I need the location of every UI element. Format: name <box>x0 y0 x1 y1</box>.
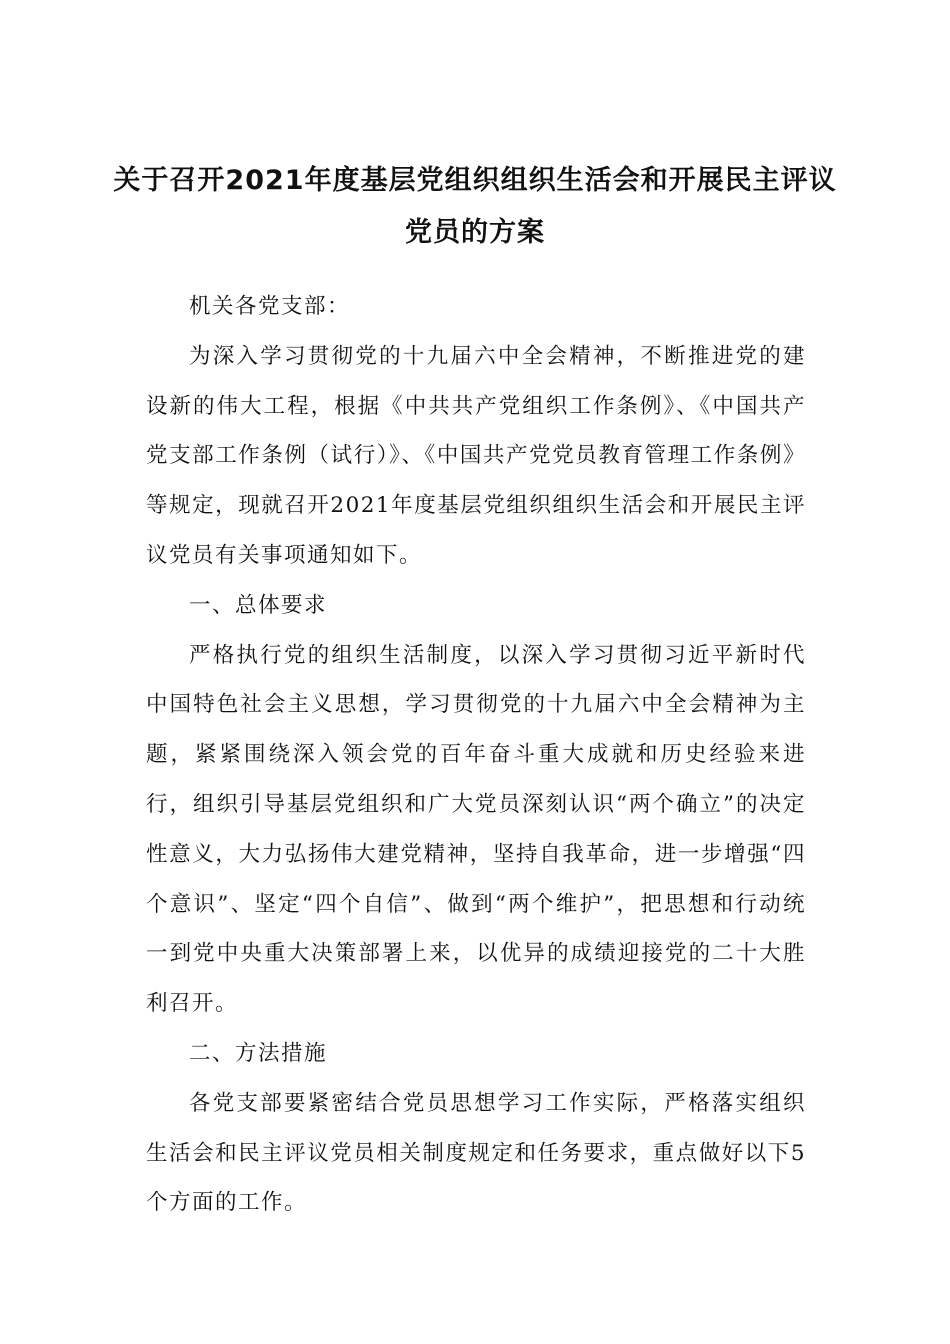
document-title-line1: 关于召开2021年度基层党组织组织生活会和开展民主评议 <box>113 165 837 196</box>
section2-heading: 二、方法措施 <box>189 1040 328 1066</box>
document-title-line2: 党员的方案 <box>405 217 545 248</box>
section2-paragraph: 各党支部要紧密结合党员思想学习工作实际，严格落实组织生活会和民主评议党员相关制度规定和任务要求，重点做好以下5个方面的工作。 <box>146 1090 806 1216</box>
intro-paragraph: 为深入学习贯彻党的十九届六中全会精神，不断推进党的建设新的伟大工程，根据《中共共产党组织工作条例》、《中国共产党支部工作条例（试行）》、《中国共产党党员教育管理工作条例》等规定，现就召开2021年度基层党组织组织生活会和开展民主评议党员有关事项通知如下。 <box>146 343 806 568</box>
section1-paragraph: 严格执行党的组织生活制度，以深入学习贯彻习近平新时代中国特色社会主义思想，学习贯彻党的十九届六中全会精神为主题，紧紧围绕深入领会党的百年奋斗重大成就和历史经验来进行，组织引导基层党组织和广大党员深刻认识“两个确立”的决定性意义，大力弘扬伟大建党精神，坚持自我革命，进一步增强“四个意识”、坚定“四个自信”、做到“两个维护”，把思想和行动统一到党中央重大决策部署上来，以优异的成绩迎接党的二十大胜利召开。 <box>146 642 806 1017</box>
salutation: 机关各党支部： <box>189 294 351 319</box>
document-body <box>146 282 806 1228</box>
section1-heading: 一、总体要求 <box>189 592 328 618</box>
